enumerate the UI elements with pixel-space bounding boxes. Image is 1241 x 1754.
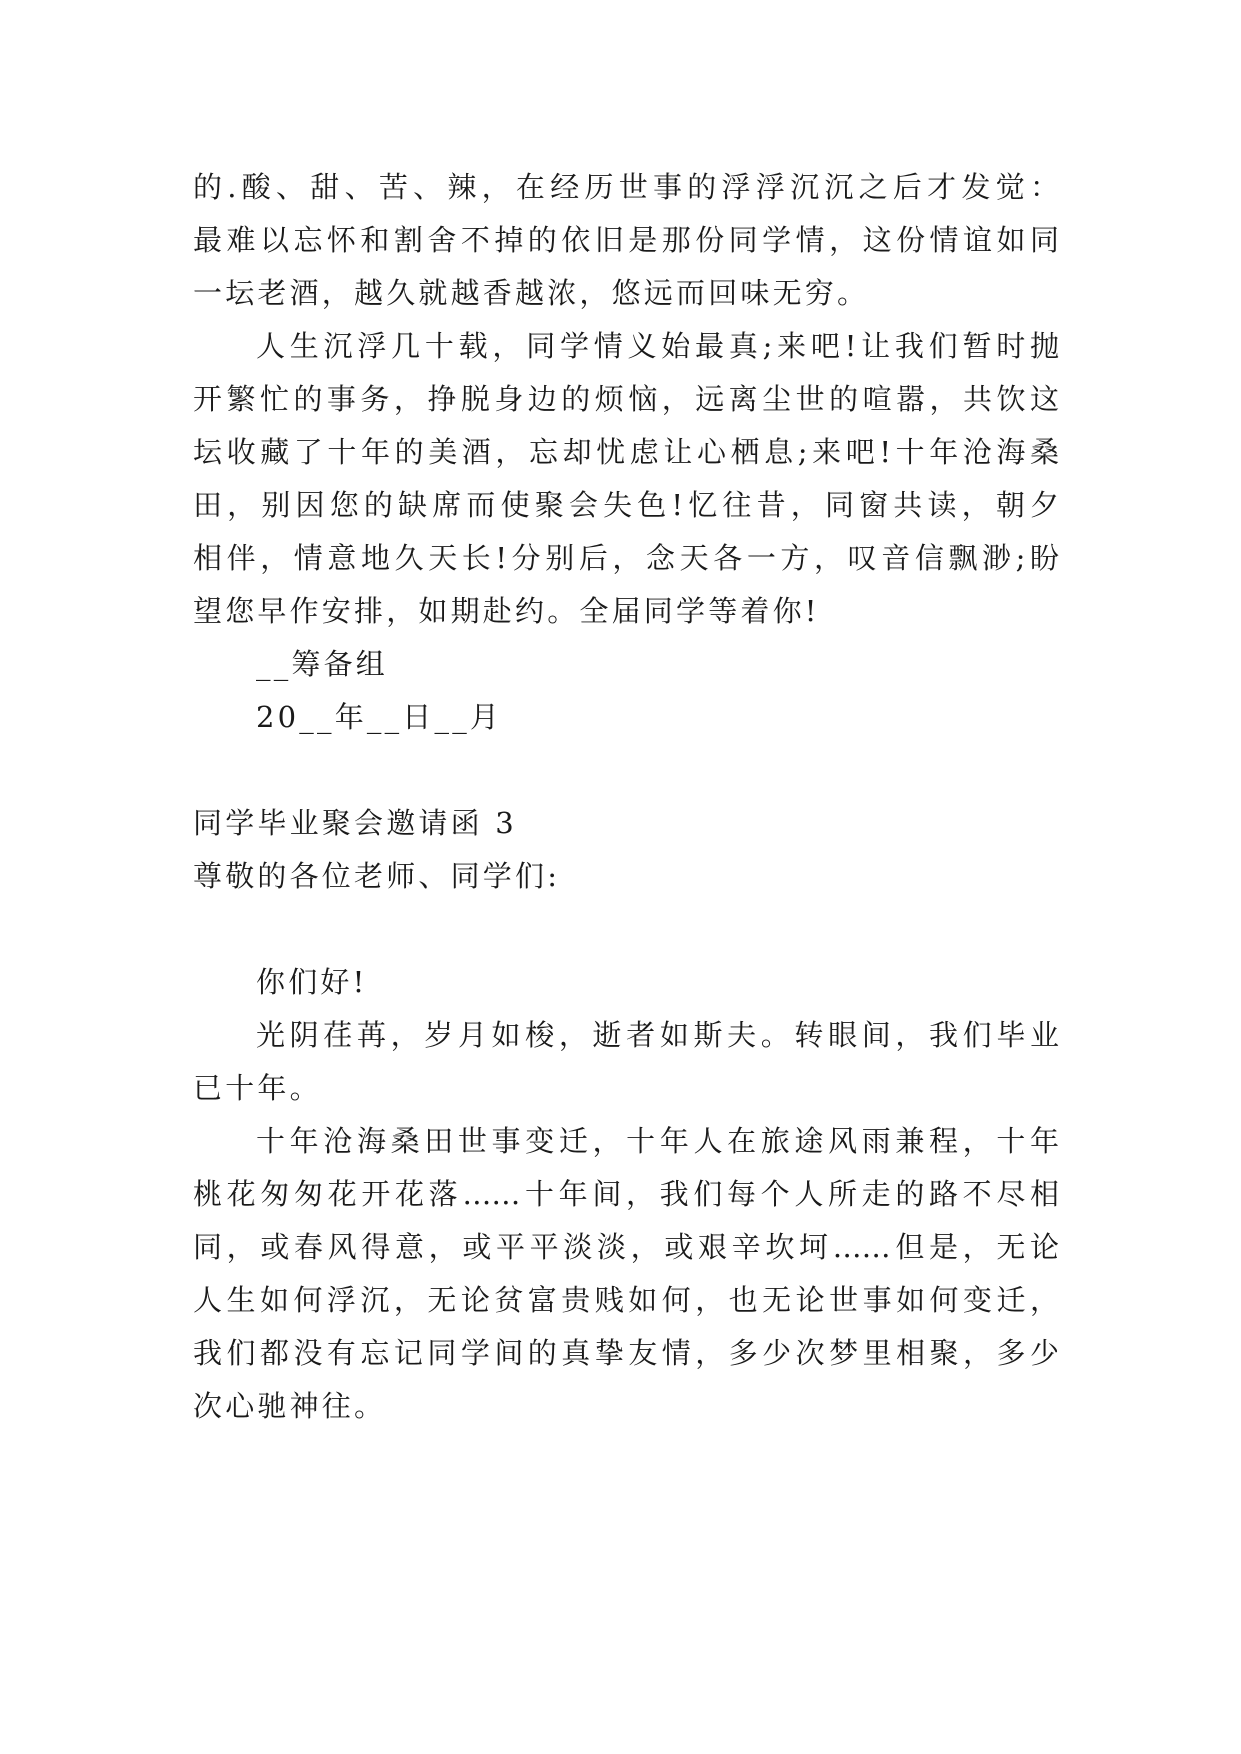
date-line: 20__年__日__月 <box>256 700 503 734</box>
text-line: 光阴荏苒，岁月如梭，逝者如斯夫。转眼间，我们毕业 <box>256 1018 1059 1052</box>
text-line: 相伴，情意地久天长!分别后，念天各一方，叹音信飘渺;盼 <box>193 541 1059 575</box>
greeting: 你们好! <box>256 965 368 999</box>
text-line: 我们都没有忘记同学间的真挚友情，多少次梦里相聚，多少 <box>193 1336 1059 1370</box>
text-line: 十年沧海桑田世事变迁，十年人在旅途风雨兼程，十年 <box>256 1124 1059 1158</box>
signature-line: __筹备组 <box>256 647 389 681</box>
text-line: 人生沉浮几十载，同学情义始最真;来吧!让我们暂时抛 <box>256 329 1059 363</box>
text-line: 次心驰神往。 <box>193 1389 387 1423</box>
text-line: 坛收藏了十年的美酒，忘却忧虑让心栖息;来吧!十年沧海桑 <box>193 435 1059 469</box>
text-line: 已十年。 <box>193 1071 322 1105</box>
text-line: 人生如何浮沉，无论贫富贵贱如何，也无论世事如何变迁， <box>193 1283 1059 1317</box>
text-line: 的.酸、甜、苦、辣，在经历世事的浮浮沉沉之后才发觉： <box>193 170 1059 204</box>
text-line: 最难以忘怀和割舍不掉的依旧是那份同学情，这份情谊如同 <box>193 223 1059 257</box>
text-line: 田，别因您的缺席而使聚会失色!忆往昔，同窗共读，朝夕 <box>193 488 1059 522</box>
section-title: 同学毕业聚会邀请函 3 <box>193 806 517 840</box>
text-line: 同，或春风得意，或平平淡淡，或艰辛坎坷……但是，无论 <box>193 1230 1059 1264</box>
salutation: 尊敬的各位老师、同学们: <box>193 859 561 893</box>
text-line: 桃花匆匆花开花落……十年间，我们每个人所走的路不尽相 <box>193 1177 1059 1211</box>
text-line: 一坛老酒，越久就越香越浓，悠远而回味无穷。 <box>193 276 870 310</box>
text-line: 望您早作安排，如期赴约。全届同学等着你! <box>193 594 820 628</box>
text-line: 开繁忙的事务，挣脱身边的烦恼，远离尘世的喧嚣，共饮这 <box>193 382 1059 416</box>
